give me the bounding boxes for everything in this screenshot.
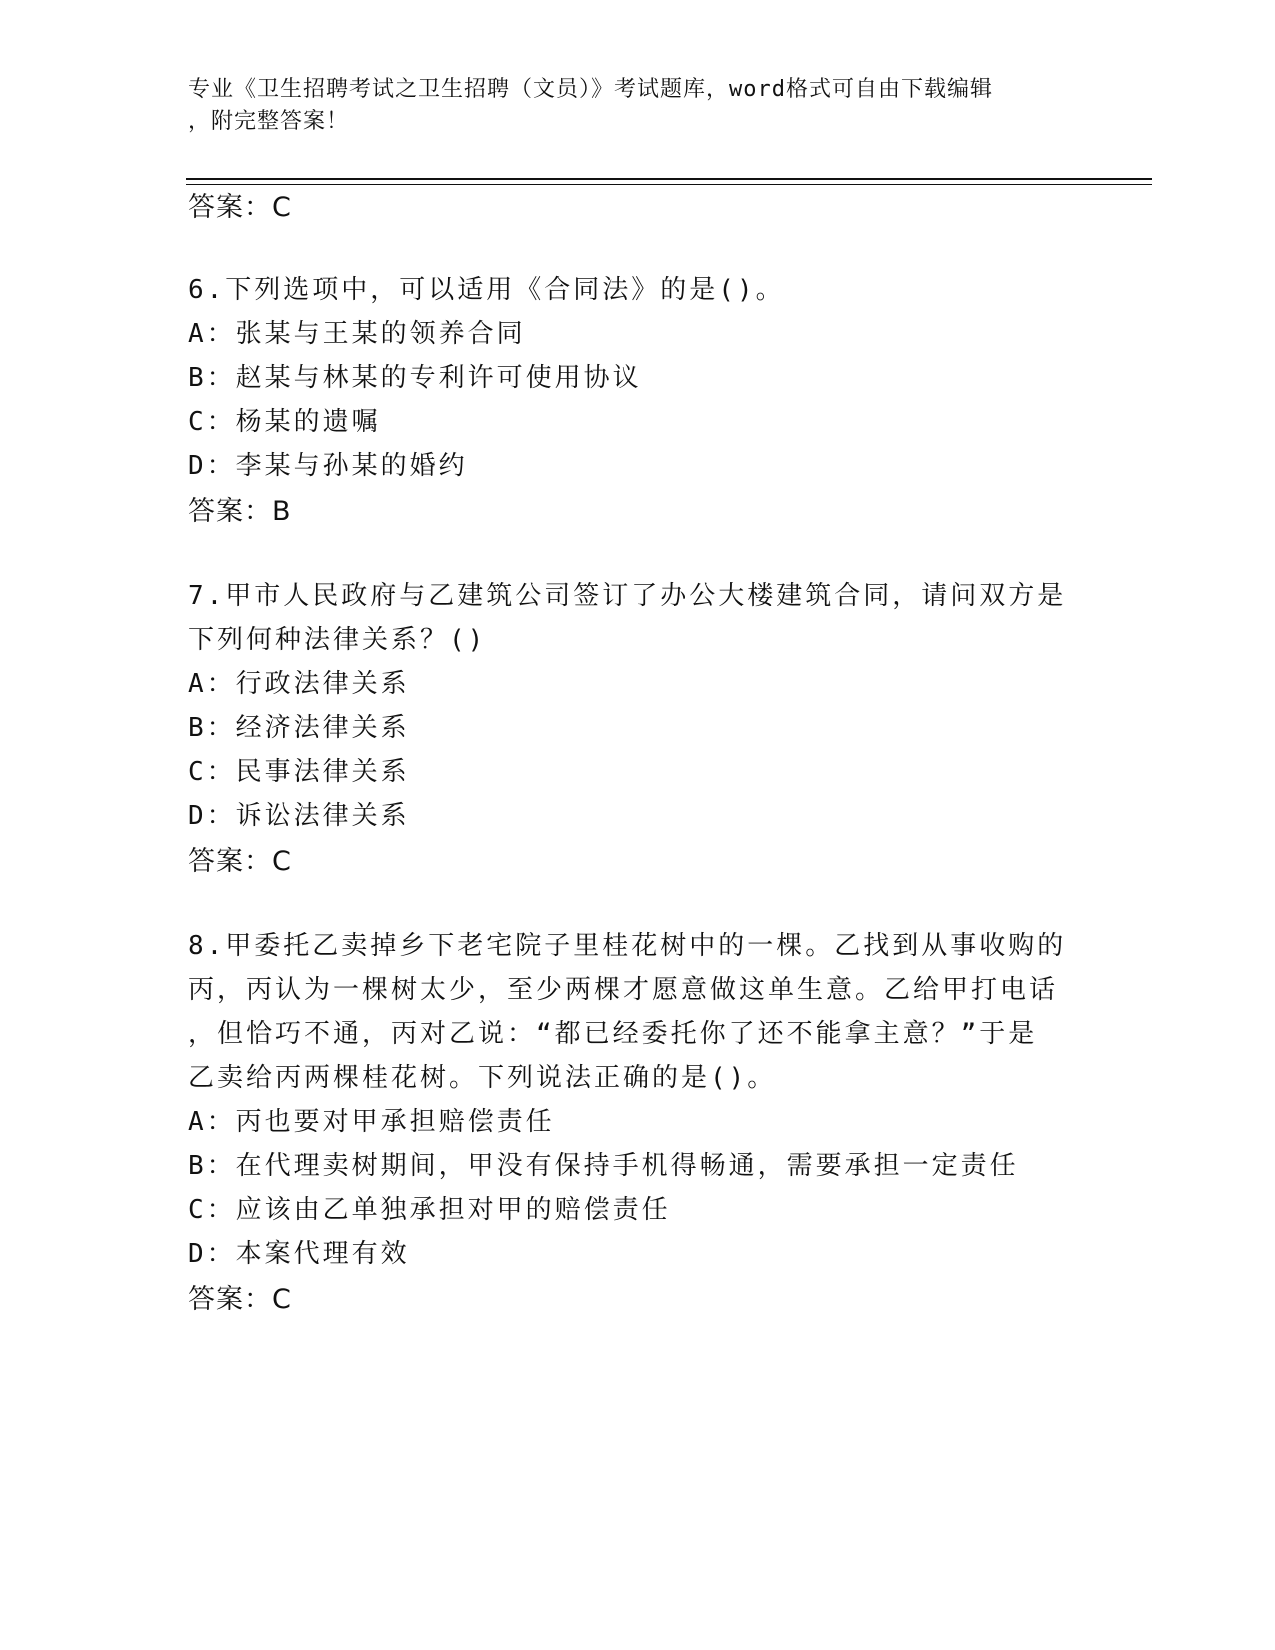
previous-answer: 答案：C [188,192,292,223]
question-8-stem-line-2: 丙，丙认为一棵树太少，至少两棵才愿意做这单生意。乙给甲打电话 [188,975,1059,1005]
question-7-option-a: A：行政法律关系 [188,669,410,699]
question-7-answer: 答案：C [188,846,292,877]
question-8-option-d: D：本案代理有效 [188,1239,410,1269]
question-6-option-d: D：李某与孙某的婚约 [188,451,468,481]
question-6-stem-line-1: 6.下列选项中，可以适用《合同法》的是()。 [188,275,785,305]
question-8-stem-line-1: 8.甲委托乙卖掉乡下老宅院子里桂花树中的一棵。乙找到从事收购的 [188,931,1067,961]
question-7-stem-line-1: 7.甲市人民政府与乙建筑公司签订了办公大楼建筑合同，请问双方是 [188,581,1067,611]
question-8-answer: 答案：C [188,1284,292,1315]
header-divider-thick [186,178,1152,180]
header-divider-thin [186,184,1152,185]
header-line-2: ，附完整答案！ [188,109,350,134]
question-7-option-d: D：诉讼法律关系 [188,801,410,831]
question-7-option-b: B：经济法律关系 [188,713,410,743]
header-line-1: 专业《卫生招聘考试之卫生招聘（文员）》考试题库，word格式可自由下载编辑 [188,77,993,102]
question-6-option-a: A：张某与王某的领养合同 [188,319,526,349]
question-7-option-c: C：民事法律关系 [188,757,410,787]
question-6-option-c: C：杨某的遗嘱 [188,407,381,437]
question-6-answer: 答案：B [188,496,292,527]
question-7-stem-line-2: 下列何种法律关系？() [188,625,487,655]
question-8-option-a: A：丙也要对甲承担赔偿责任 [188,1107,555,1137]
document-header [188,74,1068,138]
question-6-option-b: B：赵某与林某的专利许可使用协议 [188,363,642,393]
question-8-stem-line-3: ，但恰巧不通，丙对乙说：“都已经委托你了还不能拿主意？”于是 [188,1019,1038,1049]
question-8-option-b: B：在代理卖树期间，甲没有保持手机得畅通，需要承担一定责任 [188,1151,1019,1181]
question-8-stem-line-4: 乙卖给丙两棵桂花树。下列说法正确的是()。 [188,1063,777,1093]
question-8-option-c: C：应该由乙单独承担对甲的赔偿责任 [188,1195,671,1225]
